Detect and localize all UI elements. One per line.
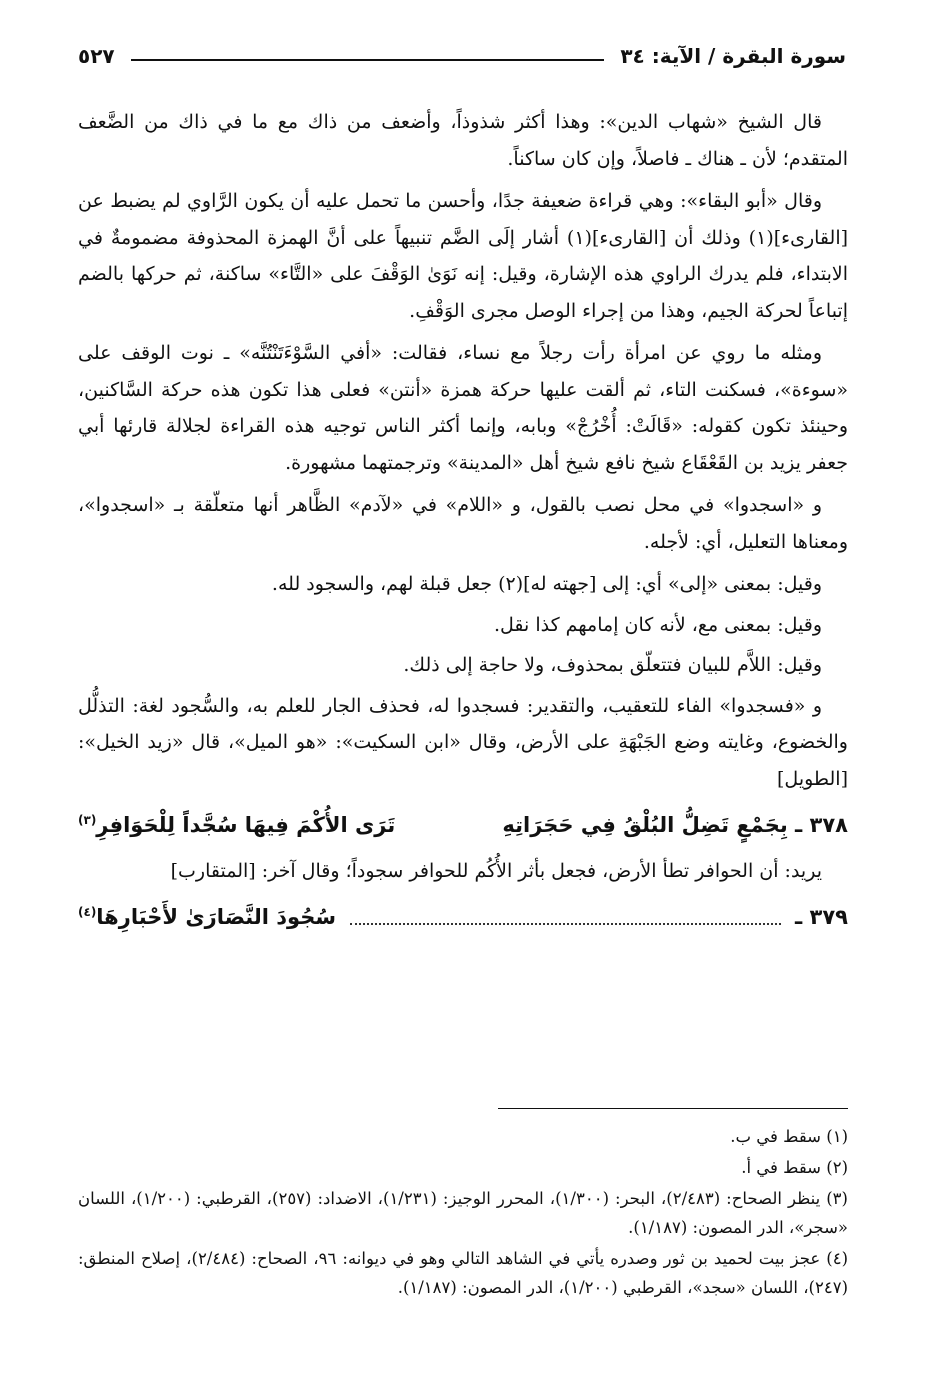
footnotes — [78, 1122, 848, 1304]
running-title: سورة البقرة / الآية: ٣٤ — [620, 44, 846, 68]
footnote-ref: (٤) — [78, 905, 97, 920]
opinion-line: وقيل: بمعنى «إلى» أي: إلى [جهته له](٢) جعل قبلة لهم، والسجود لله. — [271, 573, 822, 595]
footnote: (٢) سقط في أ. — [741, 1158, 848, 1177]
poetry-verse-378 — [78, 803, 848, 847]
header-rule — [131, 59, 605, 61]
paragraph: قال الشيخ «شهاب الدين»: وهذا أكثر شذوذاً، وأضعف من ذاك مع ما في ذاك من الضَّعف المتقدم؛ لأن ـ هناك ـ فاصلاً، وإن كان ساكناً. — [78, 111, 848, 170]
paragraph: يريد: أن الحوافر تطأ الأرض، فجعل بأثر الأُكُم للحوافر سجوداً؛ وقال آخر: [المتقارب] — [170, 860, 822, 882]
paragraph: ومثله ما روي عن امرأة رأت رجلاً مع نساء، فقالت: «أفي السَّوْءَتَنْتُنَّه» ـ نوت الوقف على «سوءة»، فسكنت التاء، ثم ألقت عليها حركة همزة «أنتن» فعلى هذا تكون هذه حركة السَّاكنين، وحينئذ تكون كقوله: «قَالَتْ: أُخْرُجْ» وبابه، وإنما أكثر الناس توجيه هذه القراءة لجلالة قارئها أبي جعفر يزيد بن القَعْقَاع شيخ نافع شيخ أهل «المدينة» وترجمتهما مشهورة. — [78, 342, 848, 474]
verse-first-half — [502, 807, 848, 844]
footnote: (٤) عجز بيت لحميد بن ثور وصدره يأتي في الشاهد التالي وهو في ديوانه: ٩٦، الصحاح: (٢/٤٨٤)، إصلاح المنطق: (٢٤٧)، اللسان «سجد»، القرطبي (١/٢٠٠)، الدر المصون: (١/١٨٧). — [78, 1249, 849, 1297]
verse-number: ٣٧٩ ـ — [795, 905, 848, 930]
page-number: ٥٢٧ — [78, 44, 115, 68]
opinion-line: وقيل: بمعنى مع، لأنه كان إمامهم كذا نقل. — [493, 613, 822, 636]
main-text — [78, 104, 848, 946]
paragraph: وقال «أبو البقاء»: وهي قراءة ضعيفة جدًا، وأحسن ما تحمل عليه أن يكون الرَّاوي لم يضبط عن [القارىء](١) وذلك أن [القارىء](١) أشار إلَى الضَّم تنبيهاً على أنَّ الهمزة المحذوفة مضمومةٌ في الابتداء، فلم يدرك الراوي هذه الإشارة، وقيل: إنه نَوَىٰ الوَقْفَ على «التَّاء» ساكنة، ثم حركها بالضم إتباعاً لحركة الجيم، وهذا من إجراء الوصل مجرى الوَقْفِ. — [78, 190, 849, 322]
verse-second-half — [78, 807, 395, 844]
paragraph: و «فسجدوا» الفاء للتعقيب، والتقدير: فسجدوا له، فحذف الجار للعلم به، والسُّجود لغة: التذلُّل والخضوع، وغايته وضع الجَبْهَةِ على الأرض، وقال «ابن السكيت»: «هو الميل»، قال «زيد الخيل»: [الطويل] — [78, 694, 848, 790]
hemistich: بِجَمْعٍ تَضِلُّ البُلْقُ فِي حَجَرَاتِهِ — [502, 812, 788, 837]
verse-second-half — [78, 899, 336, 936]
hemistich: سُجُودَ النَّصَارَىٰ لأَحْبَارِهَا — [96, 905, 336, 930]
footnote-ref: (٣) — [78, 812, 97, 827]
hemistich: تَرَى الأُكْمَ فِيهَا سُجَّداً لِلْحَوَافِرِ — [96, 812, 396, 837]
footnote: (٣) ينظر الصحاح: (٢/٤٨٣)، البحر: (١/٣٠٠)، المحرر الوجيز: (١/٢٣١)، الاضداد: (٢٥٧)، القرطبي: (١/٢٠٠)، اللسان «سجر»، الدر المصون: (١/١٨٧). — [78, 1189, 848, 1237]
footnote-separator — [498, 1108, 848, 1109]
running-header — [78, 38, 846, 68]
verse-number: ٣٧٨ ـ — [795, 812, 848, 837]
poetry-verse-379 — [78, 896, 848, 940]
footnote: (١) سقط في ب. — [730, 1127, 848, 1146]
paragraph: و «اسجدوا» في محل نصب بالقول، و «اللام» في «لآدم» الظَّاهر أنها متعلّقة بـ «اسجدوا»، ومعناها التعليل، أي: لأجله. — [78, 494, 848, 553]
opinion-line: وقيل: اللاَّم للبيان فتتعلّق بمحذوف، ولا حاجة إلى ذلك. — [403, 654, 822, 676]
missing-hemistich-dots — [350, 911, 781, 925]
